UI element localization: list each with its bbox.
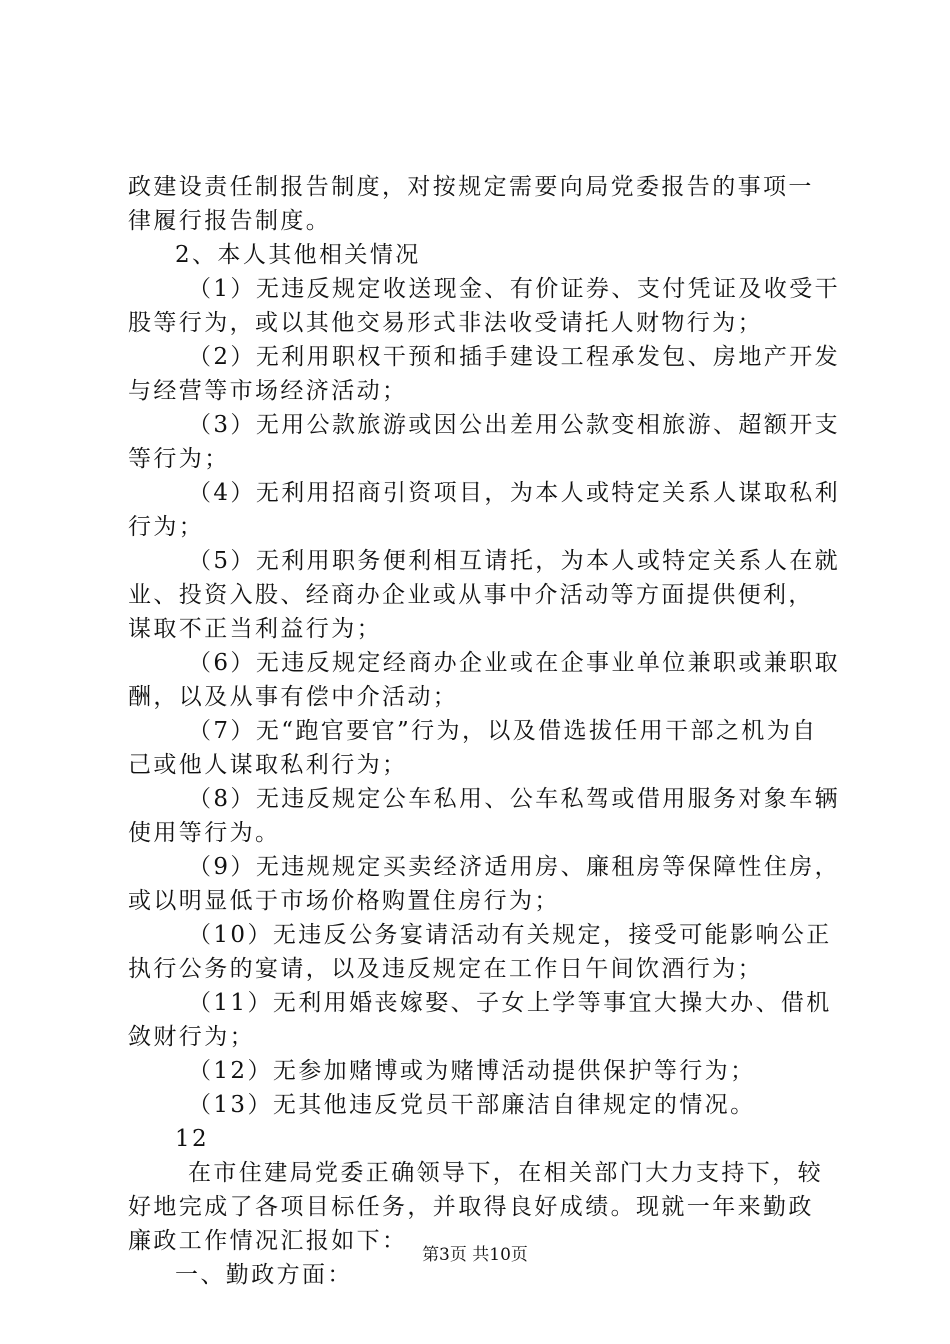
text-line: 廉政工作情况汇报如下： xyxy=(128,1228,408,1254)
text-line: （7）无“跑官要官”行为，以及借选拔任用干部之机为自 xyxy=(188,718,818,744)
text-line: 或以明显低于市场价格购置住房行为； xyxy=(128,888,560,914)
text-line: 执行公务的宴请，以及违反规定在工作日午间饮酒行为； xyxy=(128,956,763,982)
text-line: （6）无违反规定经商办企业或在企事业单位兼职或兼职取 xyxy=(188,650,841,676)
text-line: 好地完成了各项目标任务，并取得良好成绩。现就一年来勤政 xyxy=(128,1194,814,1220)
text-line: 业、投资入股、经商办企业或从事中介活动等方面提供便利， xyxy=(128,582,814,608)
page-footer: 第3页 共10页 xyxy=(422,1245,528,1265)
text-line: （13）无其他违反党员干部廉洁自律规定的情况。 xyxy=(188,1092,756,1118)
text-line: 行为； xyxy=(128,514,205,540)
text-line: 股等行为，或以其他交易形式非法收受请托人财物行为； xyxy=(128,310,763,336)
text-line: （3）无用公款旅游或因公出差用公款变相旅游、超额开支 xyxy=(188,412,841,438)
text-line: 政建设责任制报告制度，对按规定需要向局党委报告的事项一 xyxy=(128,174,814,200)
text-line: （1）无违反规定收送现金、有价证券、支付凭证及收受干 xyxy=(188,276,841,302)
text-line: 12 xyxy=(175,1126,210,1152)
text-line: 一、勤政方面： xyxy=(175,1262,353,1288)
text-line: （4）无利用招商引资项目，为本人或特定关系人谋取私利 xyxy=(188,480,841,506)
text-line: 等行为； xyxy=(128,446,230,472)
text-line: 敛财行为； xyxy=(128,1024,255,1050)
text-line: （10）无违反公务宴请活动有关规定，接受可能影响公正 xyxy=(188,922,832,948)
text-line: （12）无参加赌博或为赌博活动提供保护等行为； xyxy=(188,1058,756,1084)
text-line: （5）无利用职务便利相互请托，为本人或特定关系人在就 xyxy=(188,548,841,574)
text-line: （8）无违反规定公车私用、公车私驾或借用服务对象车辆 xyxy=(188,786,841,812)
text-line: 在市住建局党委正确领导下，在相关部门大力支持下，较 xyxy=(188,1160,823,1186)
text-line: （9）无违规规定买卖经济适用房、廉租房等保障性住房， xyxy=(188,854,841,880)
text-line: （2）无利用职权干预和插手建设工程承发包、房地产开发 xyxy=(188,344,841,370)
text-line: 律履行报告制度。 xyxy=(128,208,332,234)
text-line: 与经营等市场经济活动； xyxy=(128,378,408,404)
text-line: 己或他人谋取私利行为； xyxy=(128,752,408,778)
text-line: 酬，以及从事有偿中介活动； xyxy=(128,684,459,710)
text-line: 使用等行为。 xyxy=(128,820,281,846)
document-body xyxy=(128,170,841,1292)
text-line: 2、本人其他相关情况 xyxy=(175,242,421,268)
text-line: （11）无利用婚丧嫁娶、子女上学等事宜大操大办、借机 xyxy=(188,990,832,1016)
text-line: 谋取不正当利益行为； xyxy=(128,616,382,642)
